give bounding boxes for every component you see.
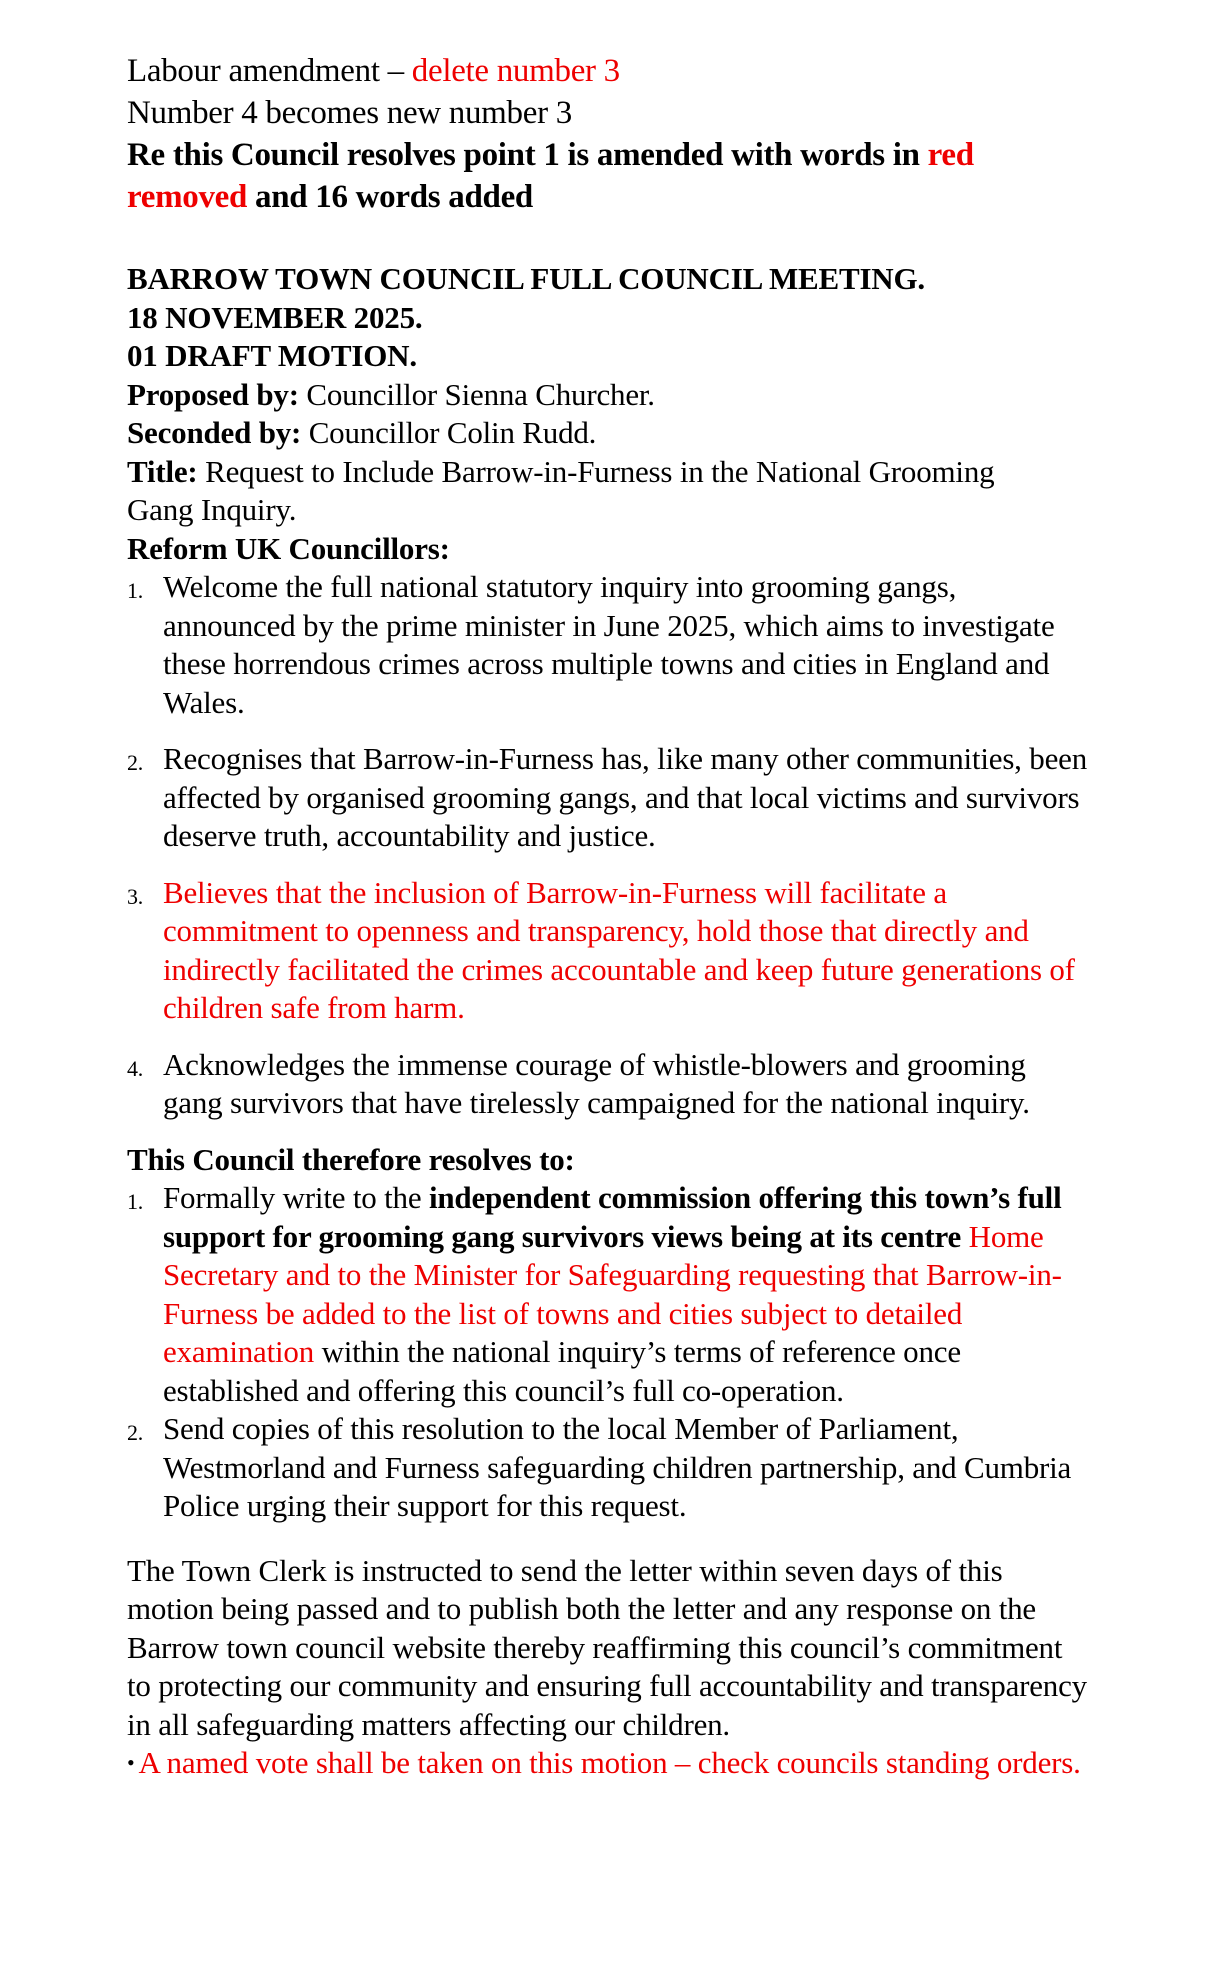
resolves-heading: This Council therefore resolves to: [127,1141,575,1177]
meeting-title: BARROW TOWN COUNCIL FULL COUNCIL MEETING. [127,261,925,296]
list-number: 1. [127,1189,144,1214]
resolves-list [127,1179,1087,1526]
resolve-text-end: within the national inquiry’s terms of reference once established and offering this council’s full co-operation. [163,1334,961,1408]
resolve-point-1 [127,1179,1087,1410]
amendment-notes [127,50,974,218]
resolve-point-text: Send copies of this resolution to the local Member of Parliament, Westmorland and Furness safeguarding children partnership, and Cumbria Police urging their support for this request. [163,1411,1072,1523]
amendment-label: Labour amendment – [127,53,412,89]
amendment-line-2: Number 4 becomes new number 3 [127,95,572,131]
proposed-by-label: Proposed by: [127,376,299,412]
reform-point-text: Acknowledges the immense courage of whistle-blowers and grooming gang survivors that have tirelessly campaigned for the national inquiry. [163,1046,1030,1120]
list-number: 1. [127,578,144,603]
list-number: 4. [127,1055,144,1081]
reform-point-text: Believes that the inclusion of Barrow-in-Furness will facilitate a commitment to openness and transparency, hold those that directly and indirectly facilitated the crimes accountable and keep future generations of children safe from harm. [163,874,1075,1025]
reform-point-3-deleted [127,874,1087,1028]
reform-heading: Reform UK Councillors: [127,530,450,566]
amendment-added-note: and 16 words added [247,179,533,215]
reform-point-text: Recognises that Barrow-in-Furness has, like many other communities, been affected by organised grooming gangs, and that local victims and survivors deserve truth, accountability and justice. [163,741,1088,853]
proposed-by-value: Councillor Sienna Churcher. [298,376,655,412]
resolve-added-words: independent commission offering this town’s full support for grooming gang survivors views being at its centre [163,1180,1062,1254]
amendment-resolve-note: Re this Council resolves point 1 is amended with words in [127,137,928,173]
amendment-delete-note: delete number 3 [411,53,620,89]
named-vote-note [127,1744,1087,1783]
resolve-point-2 [127,1410,1087,1526]
amendment-red-word: red [927,137,974,173]
amendment-line-3 [127,134,974,176]
seconded-by-value: Councillor Colin Rudd. [301,415,597,450]
named-vote-text: A named vote shall be taken on this motion – check councils standing orders. [138,1745,1081,1780]
amendment-removed-word: removed [127,179,248,215]
proposed-by [127,376,1087,415]
motion-title-value: Request to Include Barrow-in-Furness in the National Grooming Gang Inquiry. [127,453,995,527]
seconded-by-label: Seconded by: [127,415,302,450]
reform-points-list [127,568,1087,1123]
resolve-removed-words: Home Secretary and to the Minister for Safeguarding requesting that Barrow-in-Furness be added to the list of towns and cities subject to detailed examination [163,1218,1062,1369]
reform-point-text: Welcome the full national statutory inquiry into grooming gangs, announced by the prime minister in June 2025, which aims to investigate these horrendous crimes across multiple towns and cities in England and Wales. [163,569,1055,720]
amendment-line-4 [127,176,974,218]
reform-point-4 [127,1046,1087,1123]
motion-title-label: Title: [127,453,198,489]
bullet-icon: • [127,1750,135,1775]
list-number: 2. [127,750,144,775]
motion-title [127,453,1087,530]
list-number: 2. [127,1420,144,1445]
reform-point-1 [127,568,1087,722]
list-number: 3. [127,883,144,909]
meeting-date: 18 NOVEMBER 2025. [127,299,423,335]
resolve-text-start: Formally write to the [163,1180,429,1215]
clerk-instruction-paragraph: The Town Clerk is instructed to send the letter within seven days of this motion being passed and to publish both the letter and any response on the Barrow town council website thereby reaffirming this council’s commitment to protecting our community and ensuring full accountability and transparency in all safeguarding matters affecting our children. [127,1552,1087,1742]
amendment-line-1 [127,50,974,92]
motion-body [127,260,1087,1783]
seconded-by [127,414,1087,453]
reform-point-2 [127,740,1087,856]
motion-label: 01 DRAFT MOTION. [127,338,417,373]
